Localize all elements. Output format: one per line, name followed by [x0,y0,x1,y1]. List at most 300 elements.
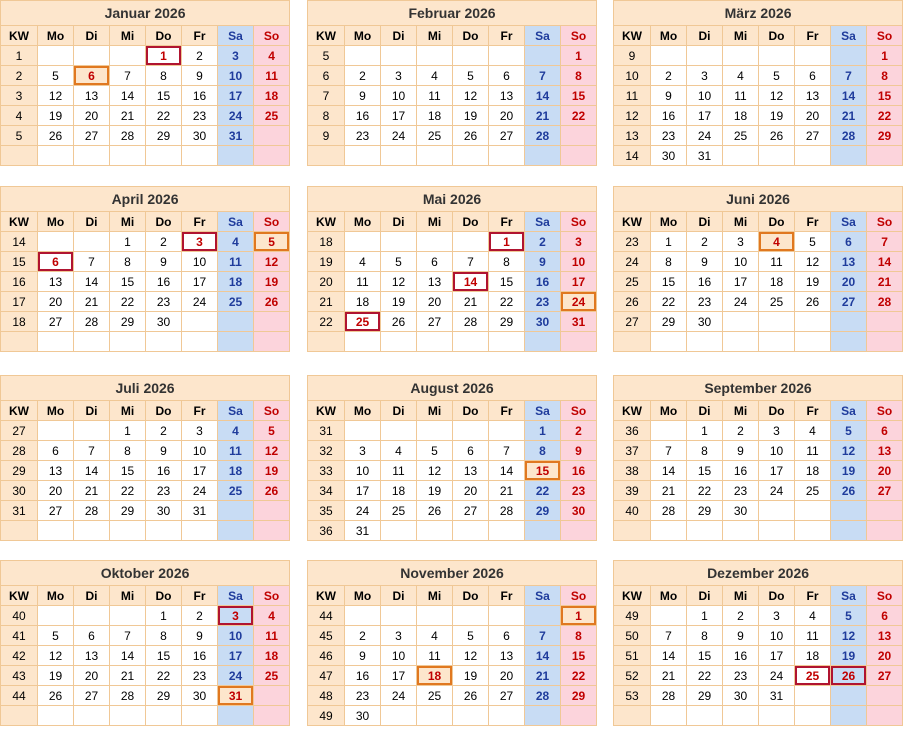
weekday-header-row [614,212,903,232]
day-cell: 20 [831,272,867,292]
day-cell: 9 [687,252,723,272]
day-cell: 29 [489,312,525,332]
day-cell: 6 [38,441,74,461]
week-number [308,146,345,166]
month-title: April 2026 [1,187,290,212]
day-cell: 3 [561,232,597,252]
week-number: 49 [308,706,345,726]
day-cell: 30 [525,312,561,332]
day-cell: 27 [74,686,110,706]
day-cell: 11 [254,66,290,86]
month-august [307,375,596,541]
day-cell [254,312,290,332]
day-cell [218,332,254,352]
day-cell: 9 [146,252,182,272]
day-cell: 2 [146,232,182,252]
day-cell: 15 [146,86,182,106]
weekday-header-row [308,401,597,421]
week-row [614,606,903,626]
day-cell: 12 [831,441,867,461]
day-cell: 13 [453,461,489,481]
day-cell: 20 [489,666,525,686]
week-row [308,461,597,481]
day-cell [831,706,867,726]
day-cell: 4 [417,66,453,86]
day-cell: 27 [795,126,831,146]
day-cell: 16 [182,646,218,666]
weekday-header: Fr [182,401,218,421]
day-cell: 19 [831,461,867,481]
week-row [1,106,290,126]
day-cell [218,312,254,332]
day-cell: 22 [146,106,182,126]
day-cell: 16 [345,666,381,686]
day-cell: 14 [525,86,561,106]
weekday-header: Mi [417,26,453,46]
day-cell: 21 [453,292,489,312]
day-cell: 19 [453,666,489,686]
day-cell: 16 [687,272,723,292]
day-cell: 19 [381,292,417,312]
week-number: 43 [1,666,38,686]
week-number: 36 [308,521,345,541]
day-cell [182,146,218,166]
day-cell [525,706,561,726]
day-cell: 5 [795,232,831,252]
day-cell: 13 [867,441,903,461]
weekday-header: Di [381,586,417,606]
day-cell: 23 [651,126,687,146]
day-cell [759,706,795,726]
weekday-header: Mi [417,586,453,606]
day-cell: 28 [525,126,561,146]
weekday-header-row [614,586,903,606]
day-cell: 13 [38,272,74,292]
day-cell: 29 [651,312,687,332]
day-cell: 18 [417,106,453,126]
weekday-header: So [867,212,903,232]
day-cell: 21 [74,292,110,312]
day-cell: 14 [651,461,687,481]
day-cell: 11 [345,272,381,292]
holiday-day-cell: 1 [489,232,525,252]
day-cell [218,501,254,521]
week-row [1,626,290,646]
day-cell [489,606,525,626]
holiday-day-cell: 6 [38,252,74,272]
day-cell: 9 [182,626,218,646]
week-number: 19 [308,252,345,272]
day-cell: 29 [561,686,597,706]
month-juni [613,186,902,352]
week-number: 35 [308,501,345,521]
day-cell: 19 [759,106,795,126]
day-cell: 7 [525,626,561,646]
month-title: Februar 2026 [308,1,597,26]
day-cell: 12 [453,86,489,106]
day-cell [381,232,417,252]
day-cell: 31 [561,312,597,332]
day-cell: 17 [381,106,417,126]
highlighted-day-cell: 24 [561,292,597,312]
day-cell [146,706,182,726]
week-number: 33 [308,461,345,481]
day-cell [110,706,146,726]
weekday-header-row [614,26,903,46]
week-number: 5 [308,46,345,66]
week-row [308,441,597,461]
day-cell: 27 [417,312,453,332]
day-cell: 10 [182,441,218,461]
month-mai [307,186,596,352]
week-number [614,332,651,352]
month-dezember [613,560,902,726]
day-cell [525,146,561,166]
day-cell: 16 [146,461,182,481]
day-cell: 22 [867,106,903,126]
week-row [1,332,290,352]
weekday-header: Di [381,212,417,232]
day-cell: 30 [146,312,182,332]
day-cell [381,332,417,352]
weekday-header: Di [74,212,110,232]
day-cell [759,521,795,541]
week-number: 41 [1,626,38,646]
day-cell: 3 [759,606,795,626]
week-number-header: KW [614,26,651,46]
day-cell [831,521,867,541]
day-cell [489,46,525,66]
day-cell: 28 [651,686,687,706]
day-cell: 14 [867,252,903,272]
weekday-header: Sa [831,26,867,46]
day-cell [381,46,417,66]
day-cell: 28 [651,501,687,521]
day-cell: 25 [759,292,795,312]
day-cell [561,126,597,146]
highlighted-day-cell: 5 [254,232,290,252]
day-cell [651,46,687,66]
day-cell: 8 [146,626,182,646]
day-cell: 28 [74,312,110,332]
day-cell: 23 [561,481,597,501]
weekday-header: So [867,26,903,46]
weekday-header-row [1,586,290,606]
week-row [308,252,597,272]
day-cell [795,686,831,706]
day-cell: 2 [687,232,723,252]
week-row [308,66,597,86]
day-cell: 26 [759,126,795,146]
weekday-header: Sa [525,212,561,232]
weekday-header: Mi [417,212,453,232]
day-cell [218,146,254,166]
day-cell: 15 [146,646,182,666]
day-cell [254,332,290,352]
day-cell [867,521,903,541]
day-cell [38,146,74,166]
day-cell: 21 [110,666,146,686]
day-cell: 20 [795,106,831,126]
day-cell: 13 [38,461,74,481]
day-cell [759,332,795,352]
weekday-header: Di [687,26,723,46]
day-cell: 2 [146,421,182,441]
day-cell: 23 [182,666,218,686]
day-cell: 15 [561,646,597,666]
day-cell [651,521,687,541]
day-cell: 20 [38,292,74,312]
weekday-header: Sa [831,401,867,421]
day-cell: 18 [218,461,254,481]
day-cell: 24 [345,501,381,521]
day-cell: 19 [38,106,74,126]
weekday-header: Mi [110,586,146,606]
day-cell [417,146,453,166]
day-cell: 20 [74,106,110,126]
weekday-header: Mi [723,212,759,232]
day-cell: 25 [254,666,290,686]
day-cell [651,421,687,441]
week-row [1,126,290,146]
weekday-header: So [254,401,290,421]
weekday-header: Mo [345,586,381,606]
day-cell: 9 [651,86,687,106]
day-cell: 29 [110,312,146,332]
day-cell: 22 [146,666,182,686]
day-cell [831,501,867,521]
weekday-header: Fr [489,212,525,232]
week-number: 15 [1,252,38,272]
day-cell: 29 [525,501,561,521]
week-number: 32 [308,441,345,461]
day-cell: 26 [254,292,290,312]
week-row [614,501,903,521]
day-cell: 17 [381,666,417,686]
day-cell: 22 [525,481,561,501]
week-row [614,292,903,312]
weekday-header: Do [759,26,795,46]
week-row [614,481,903,501]
day-cell [525,521,561,541]
day-cell: 29 [146,686,182,706]
day-cell [831,332,867,352]
day-cell: 7 [110,66,146,86]
day-cell: 12 [381,272,417,292]
day-cell [759,46,795,66]
day-cell: 10 [759,441,795,461]
week-row [614,421,903,441]
day-cell: 22 [110,481,146,501]
day-cell: 16 [345,106,381,126]
week-number: 53 [614,686,651,706]
week-number-header: KW [308,26,345,46]
day-cell: 27 [74,126,110,146]
day-cell: 24 [759,666,795,686]
day-cell: 7 [651,441,687,461]
day-cell [867,706,903,726]
day-cell [453,146,489,166]
week-row [614,146,903,166]
day-cell: 3 [723,232,759,252]
day-cell: 30 [687,312,723,332]
day-cell [381,606,417,626]
day-cell [182,706,218,726]
day-cell [38,46,74,66]
day-cell [345,46,381,66]
week-number: 17 [1,292,38,312]
week-number: 34 [308,481,345,501]
day-cell [795,501,831,521]
day-cell [723,312,759,332]
day-cell: 7 [74,441,110,461]
weekday-header: Do [146,401,182,421]
day-cell: 13 [74,646,110,666]
highlighted-day-cell: 1 [561,606,597,626]
day-cell: 7 [489,441,525,461]
day-cell [381,146,417,166]
weekday-header: Do [453,586,489,606]
day-cell: 10 [381,646,417,666]
day-cell: 27 [867,666,903,686]
week-row [614,126,903,146]
weekday-header: Di [687,586,723,606]
weekday-header: Mo [651,401,687,421]
day-cell: 23 [525,292,561,312]
day-cell: 2 [345,66,381,86]
day-cell: 20 [74,666,110,686]
weekday-header: Do [759,586,795,606]
week-number-header: KW [1,586,38,606]
day-cell: 15 [489,272,525,292]
day-cell: 4 [254,46,290,66]
week-row [308,232,597,252]
day-cell [525,46,561,66]
day-cell: 7 [110,626,146,646]
day-cell [687,706,723,726]
day-cell: 8 [561,66,597,86]
day-cell: 2 [525,232,561,252]
day-cell: 9 [723,626,759,646]
day-cell: 29 [146,126,182,146]
weekday-header: Di [687,401,723,421]
week-row [1,666,290,686]
week-number-header: KW [614,586,651,606]
month-title: November 2026 [308,561,597,586]
day-cell: 18 [381,481,417,501]
week-row [308,666,597,686]
day-cell [867,312,903,332]
day-cell: 8 [525,441,561,461]
weekday-header: Mo [38,586,74,606]
weekday-header: Do [759,212,795,232]
day-cell: 27 [489,126,525,146]
day-cell: 19 [254,461,290,481]
day-cell: 4 [345,252,381,272]
day-cell: 18 [345,292,381,312]
day-cell [687,521,723,541]
week-row [308,706,597,726]
day-cell [453,706,489,726]
day-cell: 20 [417,292,453,312]
month-title: Januar 2026 [1,1,290,26]
day-cell: 5 [759,66,795,86]
day-cell [453,232,489,252]
week-row [614,252,903,272]
week-row [308,606,597,626]
day-cell: 18 [795,646,831,666]
day-cell: 27 [831,292,867,312]
day-cell: 22 [561,666,597,686]
week-number: 9 [614,46,651,66]
day-cell [831,686,867,706]
day-cell: 26 [453,686,489,706]
day-cell [489,332,525,352]
week-row [1,146,290,166]
day-cell: 1 [110,232,146,252]
day-cell: 26 [453,126,489,146]
day-cell: 3 [345,441,381,461]
day-cell: 6 [867,606,903,626]
day-cell: 7 [74,252,110,272]
day-cell [74,606,110,626]
week-number: 40 [614,501,651,521]
weekday-header-row [308,26,597,46]
day-cell [182,332,218,352]
day-cell: 26 [38,126,74,146]
week-number: 47 [308,666,345,686]
day-cell [417,46,453,66]
week-number: 5 [1,126,38,146]
day-cell: 15 [687,646,723,666]
day-cell [867,501,903,521]
week-number: 9 [308,126,345,146]
day-cell: 3 [381,626,417,646]
week-number: 1 [1,46,38,66]
day-cell: 10 [561,252,597,272]
day-cell [651,606,687,626]
week-row [308,86,597,106]
day-cell: 21 [651,481,687,501]
day-cell [417,606,453,626]
week-number [1,706,38,726]
weekday-header: Fr [182,586,218,606]
day-cell: 16 [723,461,759,481]
day-cell: 29 [867,126,903,146]
week-number: 50 [614,626,651,646]
week-row [1,252,290,272]
day-cell: 25 [723,126,759,146]
week-row [614,312,903,332]
weekday-header: Sa [525,26,561,46]
week-number: 39 [614,481,651,501]
day-cell [345,146,381,166]
day-cell: 14 [525,646,561,666]
weekday-header: Mo [38,212,74,232]
day-cell [38,521,74,541]
day-cell: 24 [381,686,417,706]
day-cell: 18 [254,646,290,666]
week-number: 26 [614,292,651,312]
day-cell: 7 [651,626,687,646]
week-number: 14 [614,146,651,166]
day-cell: 3 [218,46,254,66]
week-row [614,66,903,86]
weekday-header: Mi [110,212,146,232]
day-cell: 3 [182,421,218,441]
week-row [614,106,903,126]
week-number: 37 [614,441,651,461]
